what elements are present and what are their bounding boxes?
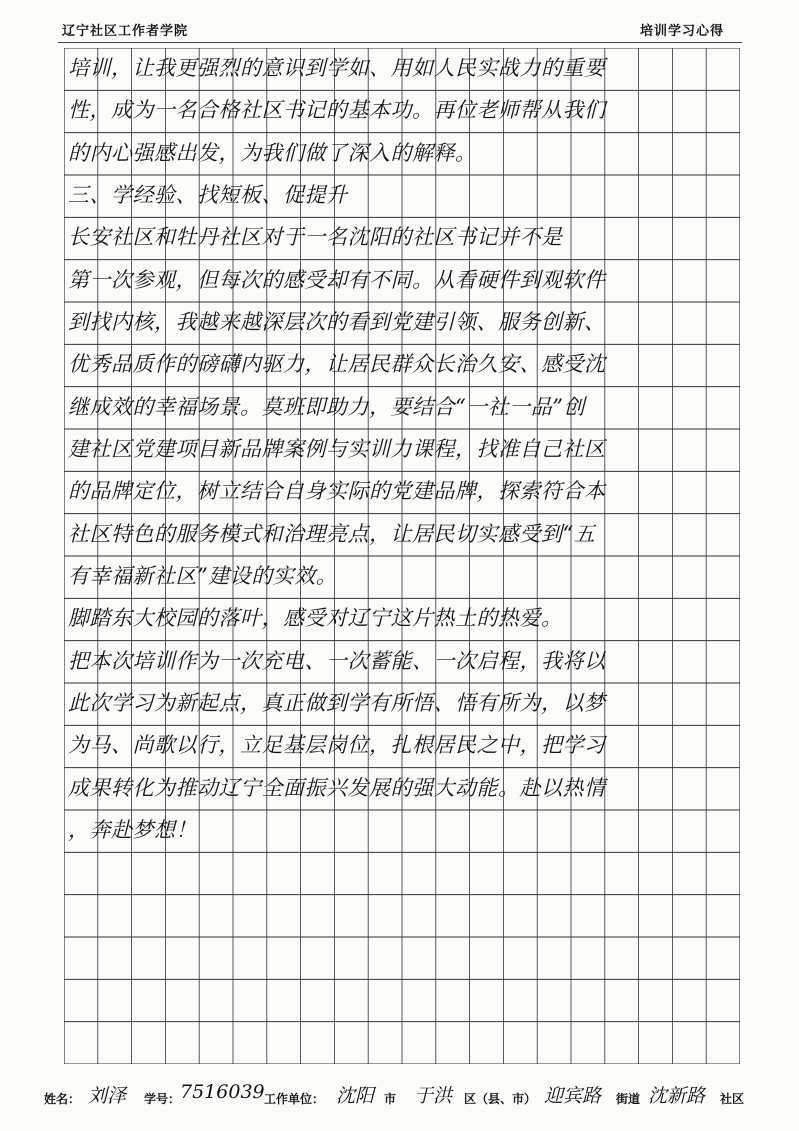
community-value: 沈新路 [648,1085,706,1107]
document-type: 培训学习心得 [640,24,725,39]
work-unit-label: 工作单位： [264,1092,325,1106]
essay-line: 继成效的幸福场景。莫班即助力，要结合“一社一品”创 [68,394,585,419]
essay-line: 脚踏东大校园的落叶，感受对辽宁这片热土的热爱。 [68,606,563,631]
essay-line: 第一次参观，但每次的感受却有不同。从看硬件到观软件 [68,267,606,292]
district-suffix: 区（县、市） [464,1092,537,1106]
writing-grid [64,48,740,1064]
student-info-footer [44,1078,754,1112]
community-suffix: 社区 [720,1092,745,1106]
essay-line: 的内心强感出发，为我们做了深入的解释。 [68,140,477,165]
essay-line: 为马、尚歌以行，立足基层岗位，扎根居民之中，把学习 [68,733,606,758]
student-id-label: 学号： [144,1092,181,1106]
essay-line: 长安社区和牡丹社区对于一名沈阳的社区书记并不是 [68,225,563,250]
essay-line: 的品牌定位，树立结合自身实际的党建品牌，探索符合本 [68,479,606,504]
essay-line: 优秀品质作的磅礴内驱力，让居民群众长治久安、感受沈 [68,352,606,377]
essay-line: 性，成为一名合格社区书记的基本功。再位老师帮从我们 [68,98,606,123]
city-suffix: 市 [384,1092,397,1106]
essay-line: 成果转化为推动辽宁全面振兴发展的强大动能。赴以热情 [68,775,606,800]
essay-line: 三、学经验、找短板、促提升 [68,183,348,207]
essay-line: 此次学习为新起点，真正做到学有所悟、悟有所为，以梦 [68,691,606,715]
name-label: 姓名： [44,1092,81,1106]
essay-line: 到找内核，我越来越深层次的看到党建引领、服务创新、 [68,310,606,334]
street-suffix: 街道 [616,1092,641,1106]
essay-line: ，奔赴梦想！ [68,818,197,842]
name-value: 刘泽 [88,1085,127,1107]
street-value: 迎宾路 [544,1085,602,1107]
student-id-value: 7516039 [180,1081,265,1103]
essay-line: 建社区党建项目新品牌案例与实训力课程，找准自己社区 [68,437,606,461]
essay-line: 社区特色的服务模式和治理亮点，让居民切实感受到“五 [68,521,596,546]
essay-line: 有幸福新社区”建设的实效。 [68,564,338,588]
header-rule [58,42,742,43]
city-value: 沈阳 [336,1085,375,1107]
essay-line: 把本次培训作为一次充电、一次蓄能、一次启程，我将以 [68,648,606,673]
district-value: 于洪 [414,1085,453,1107]
org-name: 辽宁社区工作者学院 [62,24,189,39]
essay-line: 培训，让我更强烈的意识到学如、用如人民实战力的重要 [68,56,606,80]
